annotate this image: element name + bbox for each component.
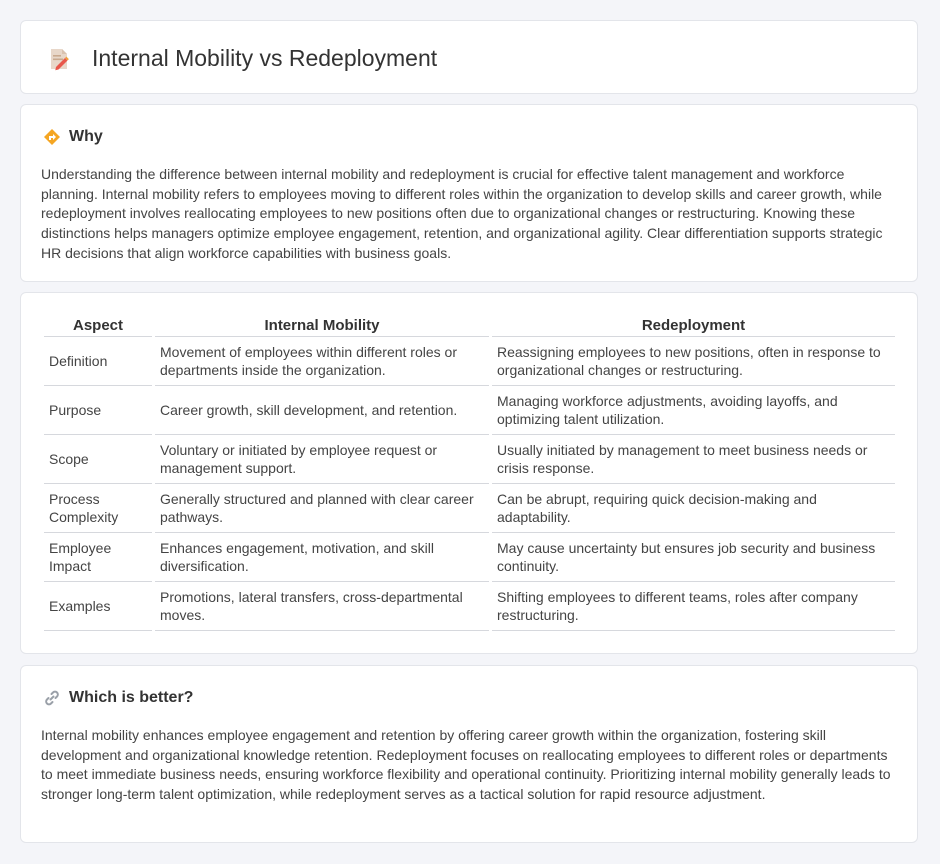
aspect-cell: Purpose (44, 386, 152, 435)
table-header-row (44, 315, 895, 337)
redeployment-cell: Shifting employees to different teams, roles after company restructuring. (492, 582, 895, 631)
header-redeployment: Redeployment (492, 315, 895, 337)
aspect-cell: Examples (44, 582, 152, 631)
redeployment-cell: Usually initiated by management to meet business needs or crisis response. (492, 435, 895, 484)
internal-mobility-cell: Generally structured and planned with clear career pathways. (155, 484, 489, 533)
document-edit-icon (47, 47, 71, 71)
title-card (20, 20, 918, 94)
table-row (44, 533, 895, 582)
header-aspect: Aspect (44, 315, 152, 337)
better-body: Internal mobility enhances employee engagement and retention by offering career growth within the organization, fostering skill development and organizational knowledge retention. Redeployment focuses on reallocating employees to different roles or departments to meet immediate business needs, ensuring workforce flexibility and operational continuity. Prioritizing internal mobility generally leads to stronger long-term talent optimization, while redeployment serves as a tactical solution for rapid resource adjustment. (41, 727, 891, 803)
redeployment-cell: Reassigning employees to new positions, often in response to organizational changes or restructuring. (492, 337, 895, 386)
why-body: Understanding the difference between internal mobility and redeployment is crucial for effective talent management and workforce planning. Internal mobility refers to employees moving to different roles within the organization to develop skills and career growth, while redeployment involves reallocating employees to new positions often due to organizational changes or restructuring. Knowing these distinctions helps managers optimize employee engagement, retention, and organizational agility. Clear differentiation supports strategic HR decisions that align workforce capabilities with business goals. (41, 166, 883, 261)
aspect-cell: Employee Impact (44, 533, 152, 582)
internal-mobility-cell: Career growth, skill development, and retention. (155, 386, 489, 435)
comparison-section (20, 292, 918, 654)
aspect-cell: Definition (44, 337, 152, 386)
header-internal-mobility: Internal Mobility (155, 315, 489, 337)
link-icon (43, 689, 61, 707)
redeployment-cell: May cause uncertainty but ensures job security and business continuity. (492, 533, 895, 582)
table-row (44, 435, 895, 484)
which-is-better-section (20, 665, 918, 843)
table-row (44, 484, 895, 533)
aspect-cell: Scope (44, 435, 152, 484)
internal-mobility-cell: Movement of employees within different roles or departments inside the organization. (155, 337, 489, 386)
why-section (20, 104, 918, 282)
internal-mobility-cell: Enhances engagement, motivation, and skill diversification. (155, 533, 489, 582)
better-heading: Which is better? (69, 689, 194, 706)
table-row (44, 337, 895, 386)
table-row (44, 386, 895, 435)
internal-mobility-cell: Promotions, lateral transfers, cross-departmental moves. (155, 582, 489, 631)
why-header (43, 127, 103, 147)
table-row (44, 582, 895, 631)
redeployment-cell: Managing workforce adjustments, avoiding layoffs, and optimizing talent utilization. (492, 386, 895, 435)
aspect-cell: Process Complexity (44, 484, 152, 533)
diamond-direction-icon (43, 128, 61, 146)
why-heading: Why (69, 128, 103, 145)
comparison-table (41, 315, 898, 631)
page-title: Internal Mobility vs Redeployment (92, 45, 438, 71)
better-header (43, 688, 193, 708)
redeployment-cell: Can be abrupt, requiring quick decision-making and adaptability. (492, 484, 895, 533)
internal-mobility-cell: Voluntary or initiated by employee request or management support. (155, 435, 489, 484)
